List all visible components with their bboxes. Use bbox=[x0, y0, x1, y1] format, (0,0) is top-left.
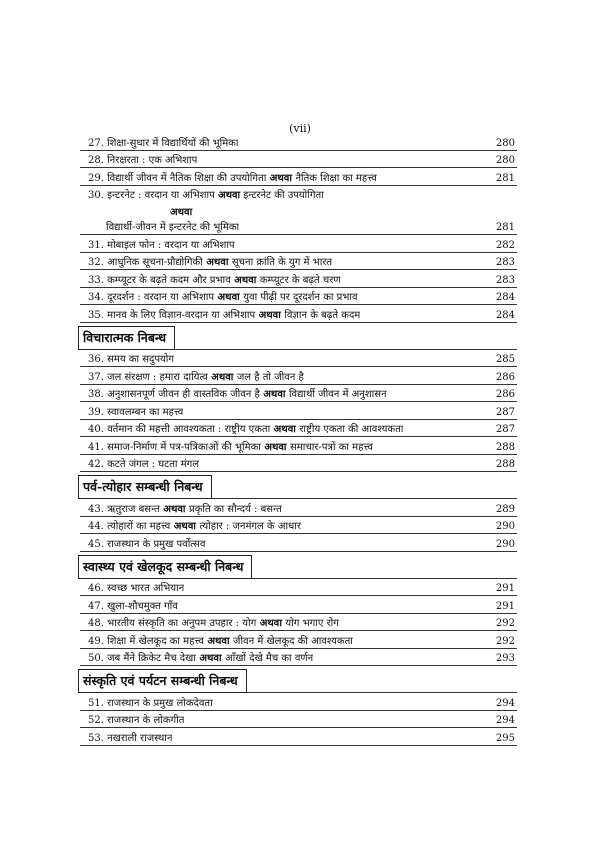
toc-item-page: 294 bbox=[495, 697, 515, 709]
toc-item-or: अथवा bbox=[230, 274, 260, 286]
toc-item-page: 287 bbox=[495, 424, 515, 435]
toc-item-title bbox=[80, 369, 304, 383]
toc-item-page: 291 bbox=[495, 600, 515, 612]
toc-item-title bbox=[80, 456, 199, 470]
toc-item-text-alt: कम्प्यूटर के बढ़ते चरण bbox=[259, 274, 341, 286]
toc-item-number: 41. bbox=[88, 441, 108, 453]
toc-item bbox=[80, 693, 517, 711]
toc-item-text-alt: विज्ञान के बढ़ते कदम bbox=[284, 309, 361, 321]
toc-group-e bbox=[80, 693, 517, 746]
toc-item-number: 53. bbox=[88, 732, 108, 744]
toc-item-text: त्योहारों का महत्त्व bbox=[107, 521, 171, 532]
toc-item-title bbox=[80, 650, 313, 664]
toc-item bbox=[80, 270, 517, 288]
item30-part-a: 30. इन्टरनेट : वरदान या अभिशाप bbox=[88, 189, 215, 201]
toc-item-or: अथवा bbox=[170, 521, 200, 532]
toc-item-page: 290 bbox=[495, 538, 515, 550]
toc-item-title bbox=[80, 421, 403, 435]
toc-item-text-alt: सूचना क्रांति के युग में भारत bbox=[231, 257, 333, 268]
toc-item-page: 280 bbox=[495, 155, 515, 166]
toc-item-text: स्वच्छ भारत अभियान bbox=[107, 583, 185, 594]
toc-item-title bbox=[80, 152, 197, 166]
toc-item-or: अथवा bbox=[203, 635, 234, 647]
toc-item-page: 290 bbox=[495, 521, 515, 532]
toc-item bbox=[80, 151, 517, 169]
item30-athva: अथवा bbox=[170, 206, 193, 218]
toc-item-or: अथवा bbox=[256, 618, 286, 629]
toc-item-30 bbox=[80, 186, 517, 202]
toc-item bbox=[80, 402, 517, 420]
toc-item-text-alt: त्योहार : जनमंगल के आधार bbox=[199, 521, 301, 532]
toc-item bbox=[80, 133, 517, 151]
toc-item bbox=[80, 579, 517, 597]
toc-item-title bbox=[80, 598, 178, 612]
toc-item bbox=[80, 728, 517, 746]
table-of-contents bbox=[80, 133, 517, 746]
toc-item-number: 32. bbox=[88, 257, 108, 268]
toc-item-page: 288 bbox=[495, 441, 515, 453]
toc-item bbox=[80, 499, 517, 517]
toc-item bbox=[80, 253, 517, 271]
toc-item-or: अथवा bbox=[255, 309, 285, 321]
toc-item-text-alt: जल है तो जीवन है bbox=[236, 371, 304, 383]
toc-item-or: अथवा bbox=[202, 257, 232, 268]
toc-item-title bbox=[80, 730, 172, 744]
toc-item-title bbox=[80, 404, 183, 418]
toc-item-page: 283 bbox=[495, 257, 515, 268]
item30-or: अथवा bbox=[217, 189, 241, 201]
toc-item-page: 287 bbox=[495, 406, 515, 418]
toc-item bbox=[80, 649, 517, 667]
toc-group-c bbox=[80, 499, 517, 552]
section-heading-wrap bbox=[80, 552, 517, 579]
toc-item-or: अथवा bbox=[159, 503, 190, 515]
toc-item-text: आधुनिक सूचना-प्रौद्योगिकी bbox=[107, 257, 203, 268]
toc-item-number: 40. bbox=[88, 424, 108, 435]
toc-item-title bbox=[80, 712, 184, 726]
toc-item-number: 47. bbox=[88, 600, 108, 612]
toc-item-title bbox=[80, 695, 213, 709]
section-heading-swasthya: स्वास्थ्य एवं खेलकूद सम्बन्धी निबन्ध bbox=[78, 555, 252, 579]
toc-item-page: 286 bbox=[495, 371, 515, 383]
toc-item-title bbox=[80, 439, 373, 453]
toc-item-text-alt: राष्ट्रीय एकता की आवश्यकता bbox=[299, 424, 404, 435]
toc-item-number: 37. bbox=[88, 371, 108, 383]
toc-item-page: 288 bbox=[495, 459, 515, 470]
item30-part-b: इन्टरनेट की उपयोगिता bbox=[243, 189, 324, 201]
toc-item-title bbox=[80, 633, 353, 647]
toc-item-number: 34. bbox=[88, 292, 108, 303]
toc-group-top bbox=[80, 133, 517, 186]
toc-item-or: अथवा bbox=[195, 653, 226, 664]
toc-item-number: 33. bbox=[88, 274, 108, 286]
toc-item-number: 38. bbox=[88, 389, 108, 400]
toc-item-number: 36. bbox=[88, 354, 108, 365]
toc-item bbox=[80, 534, 517, 552]
toc-item-number: 48. bbox=[88, 618, 108, 629]
toc-item-title bbox=[80, 501, 282, 515]
toc-item-text: राजस्थान के लोकगीत bbox=[107, 715, 185, 726]
section-heading-parv: पर्व-त्योहार सम्बन्धी निबन्ध bbox=[78, 475, 212, 499]
toc-item bbox=[80, 305, 517, 323]
toc-item-or: अथवा bbox=[266, 172, 296, 184]
toc-item-text: मोबाइल फोन : वरदान या अभिशाप bbox=[107, 239, 235, 251]
toc-item-title bbox=[80, 289, 358, 303]
toc-item-title bbox=[80, 518, 301, 532]
toc-item-number: 31. bbox=[88, 239, 108, 251]
toc-item-text: राजस्थान के प्रमुख पर्वोत्सव bbox=[107, 538, 206, 550]
toc-item-number: 51. bbox=[88, 697, 108, 709]
toc-item-text: समय का सदुपयोग bbox=[107, 354, 175, 365]
toc-item-text-alt: योग भगाए रोग bbox=[285, 618, 339, 629]
toc-item bbox=[80, 614, 517, 632]
toc-item-text: जब मैंने क्रिकेट मैच देखा bbox=[107, 653, 196, 664]
toc-item-text: निरक्षरता : एक अभिशाप bbox=[107, 155, 198, 166]
toc-item-title bbox=[80, 386, 387, 400]
toc-group-b bbox=[80, 350, 517, 473]
toc-item-title bbox=[80, 615, 339, 629]
toc-item-text: नखराली राजस्थान bbox=[107, 732, 173, 744]
toc-item-page: 281 bbox=[495, 172, 515, 184]
toc-item-text-alt: युवा पीढ़ी पर दूरदर्शन का प्रभाव bbox=[243, 292, 358, 303]
toc-item-page: 284 bbox=[495, 309, 515, 321]
toc-item bbox=[80, 711, 517, 729]
toc-item-number: 52. bbox=[88, 715, 108, 726]
toc-item-number: 46. bbox=[88, 583, 108, 594]
toc-item-or: अथवा bbox=[259, 389, 289, 400]
toc-item-number: 43. bbox=[88, 503, 108, 515]
toc-item-page: 292 bbox=[495, 635, 515, 647]
toc-item-page: 282 bbox=[495, 239, 515, 251]
item30-page: 281 bbox=[495, 222, 515, 233]
toc-item-number: 49. bbox=[88, 635, 108, 647]
item30-line2: विद्यार्थी-जीवन में इन्टरनेट की भूमिका bbox=[106, 222, 240, 233]
toc-item-text: शिक्षा में खेलकूद का महत्त्व bbox=[107, 635, 204, 647]
toc-item-30-cont bbox=[80, 218, 517, 236]
page-label: (vii) bbox=[289, 122, 311, 135]
toc-item-text: शिक्षा-सुधार में विद्यार्थियों की भूमिका bbox=[107, 137, 239, 149]
toc-item bbox=[80, 288, 517, 306]
toc-item-text: जल संरक्षण : हमारा दायित्व bbox=[107, 371, 208, 383]
toc-item-text: अनुशासनपूर्ण जीवन ही वास्तविक जीवन है bbox=[107, 389, 260, 400]
toc-item-page: 284 bbox=[495, 292, 515, 303]
toc-item-text-alt: आँखों देखे मैच का वर्णन bbox=[225, 653, 314, 664]
toc-item-title bbox=[80, 254, 332, 268]
toc-item-text: स्वावलम्बन का महत्त्व bbox=[107, 406, 184, 418]
toc-item-title bbox=[80, 351, 174, 365]
toc-item bbox=[80, 437, 517, 455]
toc-item bbox=[80, 168, 517, 186]
toc-item-number: 28. bbox=[88, 155, 108, 166]
toc-item-page: 294 bbox=[495, 715, 515, 726]
toc-item-number: 35. bbox=[88, 309, 108, 321]
toc-item-page: 283 bbox=[495, 274, 515, 286]
toc-item-title bbox=[80, 580, 184, 594]
toc-item-text: नैतिक शिक्षा का महत्त्व bbox=[295, 172, 377, 184]
toc-item-text: भारतीय संस्कृति का अनुपम उपहार : योग bbox=[107, 618, 257, 629]
toc-item-page: 285 bbox=[495, 354, 515, 365]
toc-item-text: वर्तमान की महत्ती आवश्यकता : राष्ट्रीय एकता bbox=[107, 424, 271, 435]
toc-group-d bbox=[80, 579, 517, 667]
toc-item-text-alt: जीवन में खेलकूद की आवश्यकता bbox=[233, 635, 353, 647]
toc-item-page: 295 bbox=[495, 732, 515, 744]
toc-item bbox=[80, 455, 517, 473]
section-heading-wrap bbox=[80, 472, 517, 499]
toc-item bbox=[80, 631, 517, 649]
toc-item-title bbox=[80, 272, 341, 286]
toc-item-or: अथवा bbox=[207, 371, 237, 383]
toc-item bbox=[80, 367, 517, 385]
section-heading-vicharatmak: विचारात्मक निबन्ध bbox=[78, 326, 175, 350]
toc-item bbox=[80, 385, 517, 403]
toc-item-title bbox=[80, 135, 238, 149]
section-heading-wrap bbox=[80, 666, 517, 693]
toc-item-title bbox=[80, 237, 235, 251]
toc-item-number: 29. bbox=[88, 172, 108, 184]
toc-item-text-alt: समाचार-पत्रों का महत्त्व bbox=[290, 441, 373, 453]
toc-item-text-alt: प्रकृति का सौन्दर्य : बसन्त bbox=[189, 503, 282, 515]
toc-item bbox=[80, 235, 517, 253]
toc-item bbox=[80, 420, 517, 438]
toc-item-page: 292 bbox=[495, 618, 515, 629]
toc-item-number: 44. bbox=[88, 521, 108, 532]
toc-item-text: राजस्थान के प्रमुख लोकदेवता bbox=[107, 697, 213, 709]
section-heading-wrap bbox=[80, 323, 517, 350]
toc-item-text: ऋतुराज बसन्त bbox=[107, 503, 160, 515]
toc-item-text: मानव के लिए विज्ञान-वरदान या अभिशाप bbox=[107, 309, 256, 321]
toc-item-or: अथवा bbox=[214, 292, 244, 303]
toc-item bbox=[80, 517, 517, 535]
toc-item-number: 27. bbox=[88, 137, 108, 149]
toc-item-text: विद्यार्थी जीवन में नैतिक शिक्षा की उपयोगिता bbox=[107, 172, 267, 184]
toc-item-text: कम्प्यूटर के बढ़ते कदम और प्रभाव bbox=[107, 274, 231, 286]
toc-item bbox=[80, 350, 517, 368]
toc-item-or: अथवा bbox=[270, 424, 300, 435]
toc-item-page: 280 bbox=[495, 137, 515, 149]
toc-item-number: 39. bbox=[88, 406, 108, 418]
toc-item-number: 45. bbox=[88, 538, 108, 550]
toc-item-page: 293 bbox=[495, 653, 515, 664]
toc-item-text: खुला-शौचमुक्त गाँव bbox=[107, 600, 178, 612]
section-heading-sanskriti: संस्कृति एवं पर्यटन सम्बन्धी निबन्ध bbox=[78, 669, 247, 693]
toc-item-or: अथवा bbox=[260, 441, 291, 453]
toc-item-page: 289 bbox=[495, 503, 515, 515]
toc-item-number: 50. bbox=[88, 653, 108, 664]
toc-item-page: 291 bbox=[495, 583, 515, 594]
toc-item-title bbox=[80, 536, 206, 550]
toc-item-text: कटते जंगल : घटता मंगल bbox=[107, 459, 200, 470]
toc-item-number: 42. bbox=[88, 459, 108, 470]
toc-item-text-alt: विद्यार्थी जीवन में अनुशासन bbox=[288, 389, 387, 400]
toc-item-text: दूरदर्शन : वरदान या अभिशाप bbox=[107, 292, 215, 303]
toc-item-page: 286 bbox=[495, 389, 515, 400]
toc-item bbox=[80, 596, 517, 614]
toc-item-title bbox=[80, 307, 360, 321]
toc-item-text: समाज-निर्माण में पत्र-पत्रिकाओं की भूमिका bbox=[107, 441, 261, 453]
toc-group-a bbox=[80, 235, 517, 323]
toc-item-title bbox=[80, 170, 377, 184]
